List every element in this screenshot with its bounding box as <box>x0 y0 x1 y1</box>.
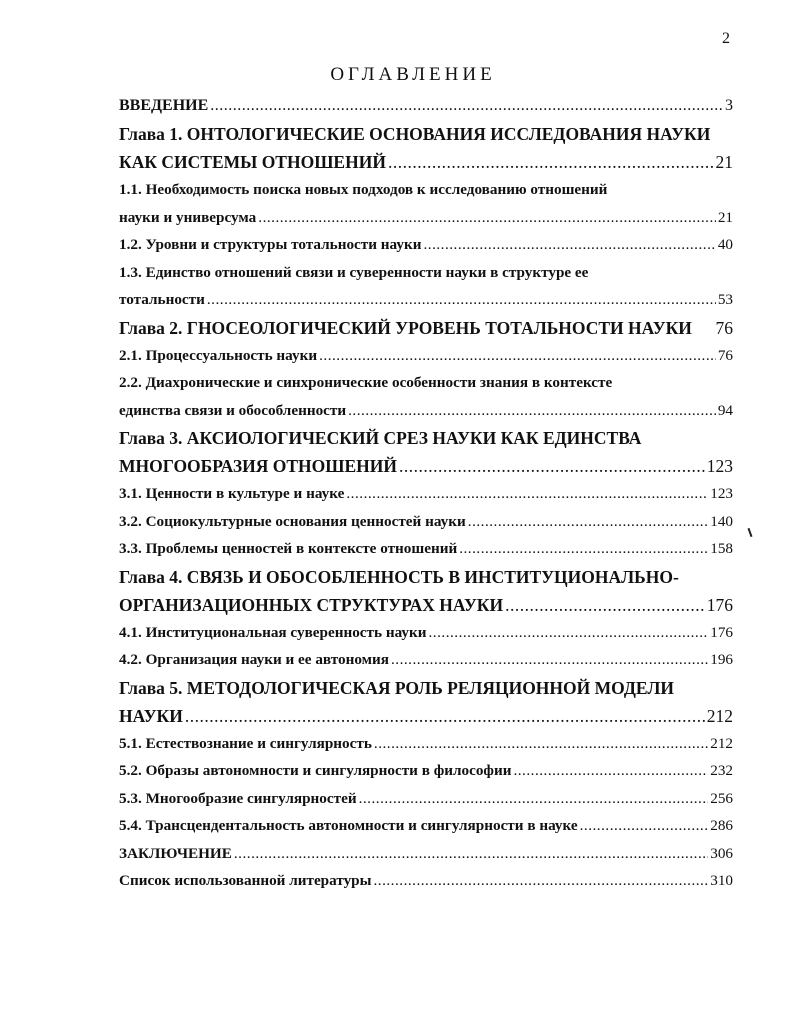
toc-entry-text: Глава 2. ГНОСЕОЛОГИЧЕСКИЙ УРОВЕНЬ ТОТАЛЬНОСТИ НАУКИ <box>119 317 692 338</box>
toc-entry <box>119 757 733 785</box>
toc-line <box>119 702 733 730</box>
toc-page-number: 212 <box>710 734 733 752</box>
toc-line <box>119 591 733 619</box>
toc-page-number: 21 <box>715 152 733 172</box>
toc-entry-text: 4.1. Институциональная суверенность науки <box>119 623 427 641</box>
toc-entry <box>119 231 733 259</box>
dot-leader <box>391 646 708 674</box>
toc-entry-text: КАК СИСТЕМЫ ОТНОШЕНИЙ <box>119 152 386 172</box>
toc-line <box>119 480 733 508</box>
toc-entry <box>119 535 733 563</box>
toc-entry-text: 5.2. Образы автономности и сингулярности в философии <box>119 762 512 779</box>
toc-line <box>119 314 733 342</box>
toc-page-number: 232 <box>710 762 733 779</box>
toc-entry-text: Глава 1. ОНТОЛОГИЧЕСКИЕ ОСНОВАНИЯ ИССЛЕДОВАНИЯ НАУКИ <box>119 124 711 144</box>
toc-line <box>119 730 733 758</box>
toc-entry <box>119 480 733 508</box>
toc-line <box>119 812 733 840</box>
dot-leader <box>348 397 716 425</box>
toc-page-number: 158 <box>710 540 733 557</box>
dot-leader <box>513 757 708 785</box>
dot-leader <box>346 480 708 508</box>
dot-leader <box>374 730 708 758</box>
toc-entry-text: 2.2. Диахронические и синхронические особенности знания в контексте <box>119 374 613 391</box>
toc-entry <box>119 259 733 314</box>
toc-entry <box>119 424 733 480</box>
toc-entry <box>119 369 733 424</box>
toc-entry-text: НАУКИ <box>119 705 183 726</box>
toc-entry-text: Список использованной литературы <box>119 872 372 889</box>
toc-entry <box>119 867 733 895</box>
toc-entry <box>119 840 733 868</box>
toc-entry-text: 5.4. Трансцендентальность автономности и сингулярности в науке <box>119 817 578 834</box>
toc-line <box>119 342 733 370</box>
toc-line <box>119 369 733 397</box>
toc-line <box>119 424 733 452</box>
toc-line <box>119 646 733 674</box>
toc-page-number: 21 <box>717 208 733 226</box>
toc-entry-text: 3.1. Ценности в культуре и науке <box>119 485 345 502</box>
page-number: 2 <box>722 30 730 47</box>
toc-page-number: 123 <box>706 456 733 476</box>
toc-entry <box>119 563 733 619</box>
dot-leader <box>373 867 708 895</box>
toc-entry <box>119 342 733 370</box>
dot-leader <box>234 840 708 868</box>
stray-mark <box>748 528 753 537</box>
toc-entry-text: единства связи и обособленности <box>119 401 347 419</box>
toc-entry-text: тотальности <box>119 291 205 308</box>
toc-entry-text: 3.3. Проблемы ценностей в контексте отношений <box>119 540 458 557</box>
toc-entry-text: науки и универсума <box>119 208 257 226</box>
toc-entry <box>119 120 733 176</box>
toc-line <box>119 176 733 204</box>
toc-entry-text: 5.1. Естествознание и сингулярность <box>119 734 372 752</box>
toc-entry <box>119 619 733 647</box>
toc-entry-text: ОРГАНИЗАЦИОННЫХ СТРУКТУРАХ НАУКИ <box>119 594 504 615</box>
dot-leader <box>185 702 705 730</box>
dot-leader <box>505 591 705 619</box>
toc-entry <box>119 176 733 231</box>
toc-page-number: 212 <box>706 705 733 726</box>
table-of-contents <box>119 92 733 895</box>
toc-page-number: 76 <box>717 346 733 364</box>
toc-entry <box>119 674 733 730</box>
toc-line <box>119 148 733 176</box>
toc-page-number: 40 <box>717 236 733 253</box>
toc-page-number: 176 <box>710 623 733 641</box>
dot-leader <box>468 508 708 536</box>
dot-leader <box>388 148 714 176</box>
toc-page-number: 310 <box>710 872 733 889</box>
toc-entry-text: 4.2. Организация науки и ее автономия <box>119 651 389 668</box>
toc-page-number: 176 <box>706 594 733 615</box>
toc-entry <box>119 314 733 342</box>
toc-line <box>119 674 733 702</box>
toc-entry-text: Глава 5. МЕТОДОЛОГИЧЕСКАЯ РОЛЬ РЕЛЯЦИОННОЙ МОДЕЛИ <box>119 677 675 698</box>
dot-leader <box>580 812 709 840</box>
toc-entry-text: 1.2. Уровни и структуры тотальности науки <box>119 236 422 253</box>
toc-entry-text: Глава 3. АКСИОЛОГИЧЕСКИЙ СРЕЗ НАУКИ КАК ЕДИНСТВА <box>119 428 642 448</box>
toc-page-number: 256 <box>710 789 733 807</box>
toc-entry-text: МНОГООБРАЗИЯ ОТНОШЕНИЙ <box>119 456 397 476</box>
dot-leader <box>459 535 708 563</box>
toc-line <box>119 286 733 314</box>
toc-page-number: 123 <box>710 485 733 502</box>
toc-line <box>119 840 733 868</box>
toc-page-number: 76 <box>715 317 733 338</box>
toc-page-number: 140 <box>710 512 733 530</box>
toc-entry-text: ЗАКЛЮЧЕНИЕ <box>119 844 232 862</box>
toc-entry-text: 1.1. Необходимость поиска новых подходов к исследованию отношений <box>119 181 608 198</box>
toc-entry <box>119 730 733 758</box>
toc-entry-text: ВВЕДЕНИЕ <box>119 97 209 114</box>
toc-line <box>119 535 733 563</box>
dot-leader <box>210 92 723 120</box>
dot-leader <box>399 452 705 480</box>
toc-page-number: 3 <box>725 97 733 114</box>
toc-page-number: 286 <box>710 817 733 834</box>
toc-entry-text: 5.3. Многообразие сингулярностей <box>119 789 357 807</box>
toc-entry-text: 2.1. Процессуальность науки <box>119 346 318 364</box>
toc-page-number: 94 <box>717 401 733 419</box>
toc-entry <box>119 812 733 840</box>
toc-page-number: 196 <box>710 651 733 668</box>
toc-line <box>119 867 733 895</box>
dot-leader <box>207 286 716 314</box>
dot-leader <box>359 785 709 813</box>
toc-page-number: 53 <box>717 291 733 308</box>
toc-line <box>119 757 733 785</box>
dot-leader <box>319 342 716 370</box>
toc-entry <box>119 646 733 674</box>
toc-line <box>119 619 733 647</box>
toc-line <box>119 231 733 259</box>
dot-leader <box>258 204 716 232</box>
toc-entry <box>119 508 733 536</box>
toc-line <box>119 259 733 287</box>
toc-page-number: 306 <box>710 844 733 862</box>
toc-line <box>119 508 733 536</box>
toc-entry-text: Глава 4. СВЯЗЬ И ОБОСОБЛЕННОСТЬ В ИНСТИТУЦИОНАЛЬНО- <box>119 566 679 587</box>
toc-line <box>119 785 733 813</box>
toc-line <box>119 92 733 120</box>
toc-entry-text: 1.3. Единство отношений связи и суверенности науки в структуре ее <box>119 263 589 281</box>
dot-leader <box>429 619 709 647</box>
toc-entry <box>119 92 733 120</box>
toc-title: ОГЛАВЛЕНИЕ <box>330 64 496 85</box>
toc-entry <box>119 785 733 813</box>
toc-line <box>119 120 733 148</box>
dot-leader <box>423 231 715 259</box>
toc-line <box>119 204 733 232</box>
toc-line <box>119 397 733 425</box>
toc-line <box>119 452 733 480</box>
toc-line <box>119 563 733 591</box>
toc-entry-text: 3.2. Социокультурные основания ценностей науки <box>119 512 466 530</box>
